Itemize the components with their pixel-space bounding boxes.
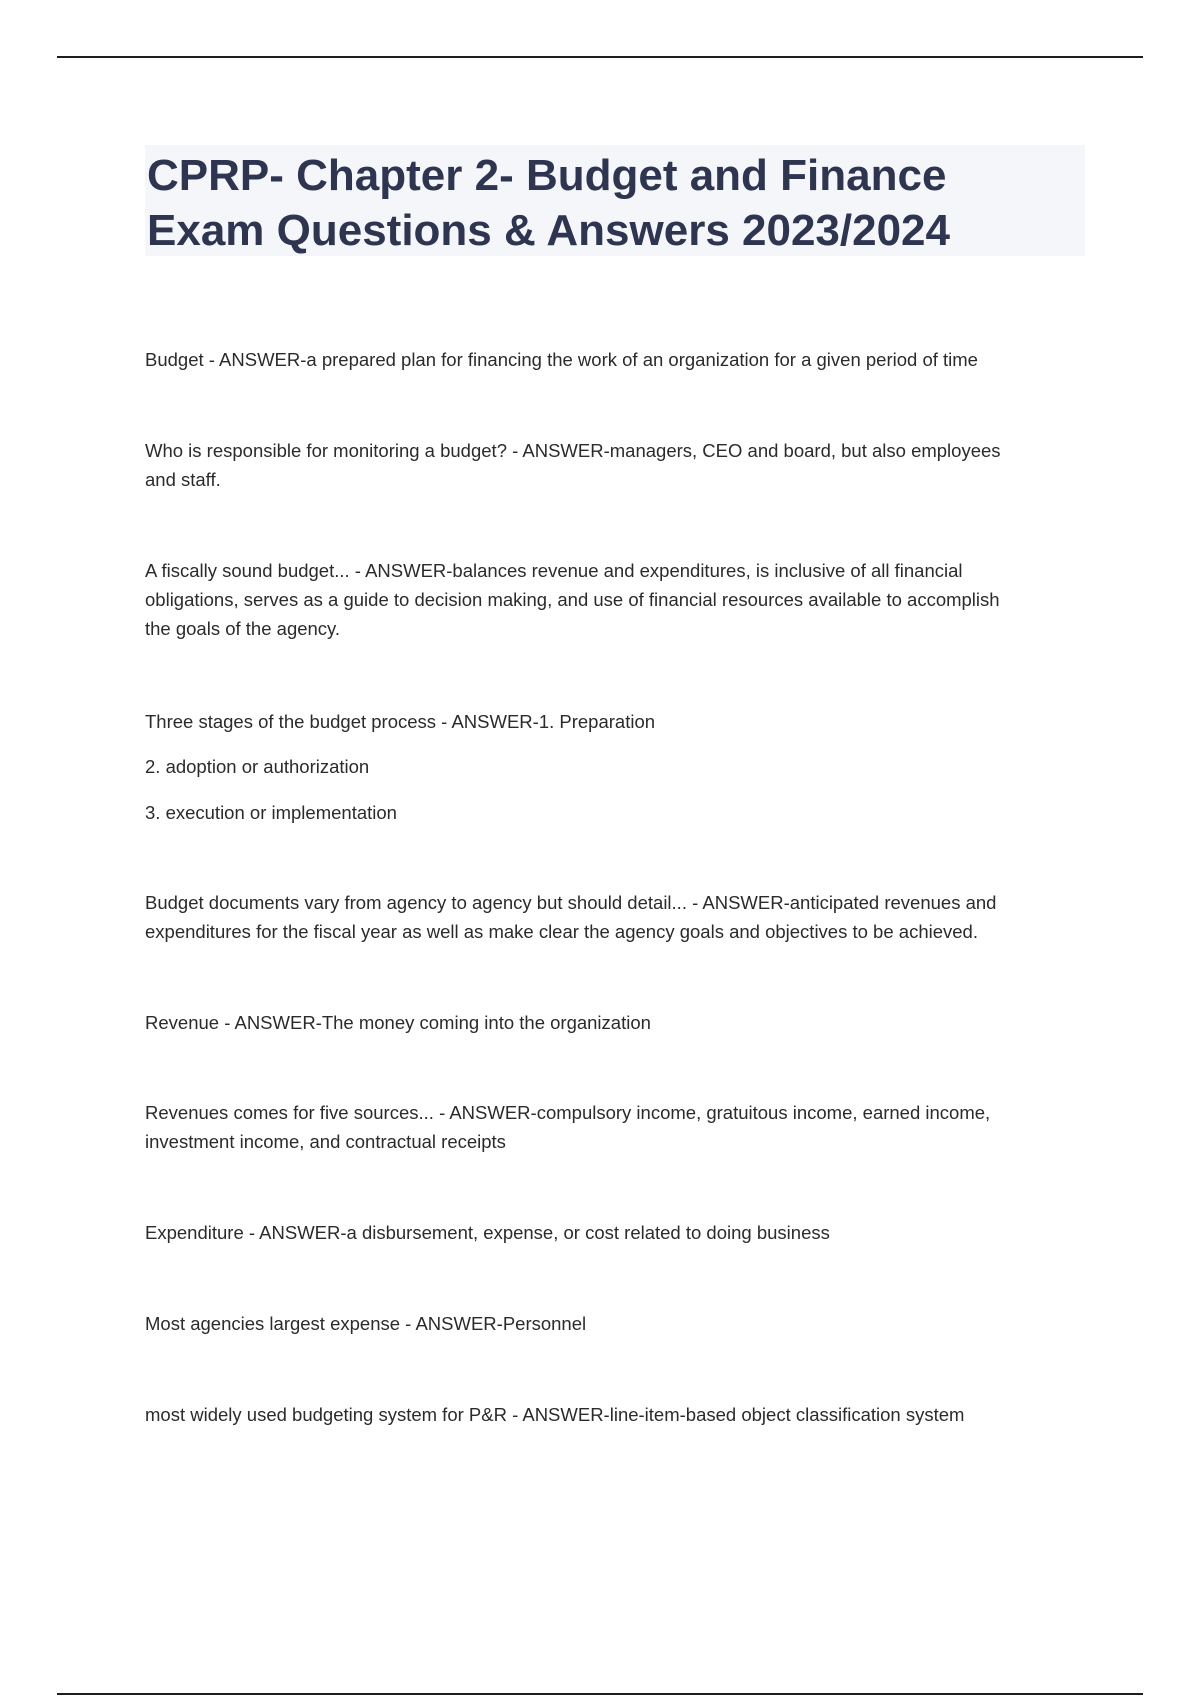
qa-entry-stage-2 [145,752,1075,781]
qa-entry-budgeting-system [145,1400,1075,1429]
qa-entry-expenditure [145,1218,1075,1247]
qa-entry-revenue [145,1008,1075,1037]
qa-line: and staff. [145,469,221,490]
qa-line: obligations, serves as a guide to decision making, and use of financial resources available to accomplish [145,589,1000,610]
qa-line: Budget - ANSWER-a prepared plan for financing the work of an organization for a given period of time [145,349,978,370]
title-line-2: Exam Questions & Answers 2023/2024 [147,206,950,255]
qa-line: Budget documents vary from agency to agency but should detail... - ANSWER-anticipated revenues and [145,892,997,913]
qa-entry-revenue-sources [145,1098,1075,1156]
qa-entry-fiscally-sound [145,556,1075,643]
qa-line: Three stages of the budget process - ANSWER-1. Preparation [145,711,656,732]
top-rule [57,56,1143,58]
page-title [145,145,1085,256]
qa-entry-budget [145,345,1075,374]
qa-line: Expenditure - ANSWER-a disbursement, expense, or cost related to doing business [145,1222,830,1243]
title-line-1: CPRP- Chapter 2- Budget and Finance [147,151,947,200]
qa-line: 3. execution or implementation [145,802,397,823]
qa-line: the goals of the agency. [145,618,341,639]
qa-line: Revenues comes for five sources... - ANSWER-compulsory income, gratuitous income, earned income, [145,1102,991,1123]
qa-line: investment income, and contractual receipts [145,1131,506,1152]
qa-entry-stage-3 [145,798,1075,827]
qa-line: Revenue - ANSWER-The money coming into the organization [145,1012,651,1033]
qa-line: Who is responsible for monitoring a budget? - ANSWER-managers, CEO and board, but also employees [145,440,1001,461]
qa-entry-monitoring [145,436,1075,494]
bottom-rule [57,1693,1143,1695]
qa-entry-budget-documents [145,888,1075,946]
qa-line: A fiscally sound budget... - ANSWER-balances revenue and expenditures, is inclusive of all financial [145,560,963,581]
qa-line: 2. adoption or authorization [145,756,370,777]
qa-entry-largest-expense [145,1309,1075,1338]
qa-line: most widely used budgeting system for P&R - ANSWER-line-item-based object classification system [145,1404,965,1425]
qa-line: Most agencies largest expense - ANSWER-Personnel [145,1313,587,1334]
qa-line: expenditures for the fiscal year as well as make clear the agency goals and objectives to be achieved. [145,921,978,942]
qa-entry-three-stages [145,707,1075,736]
